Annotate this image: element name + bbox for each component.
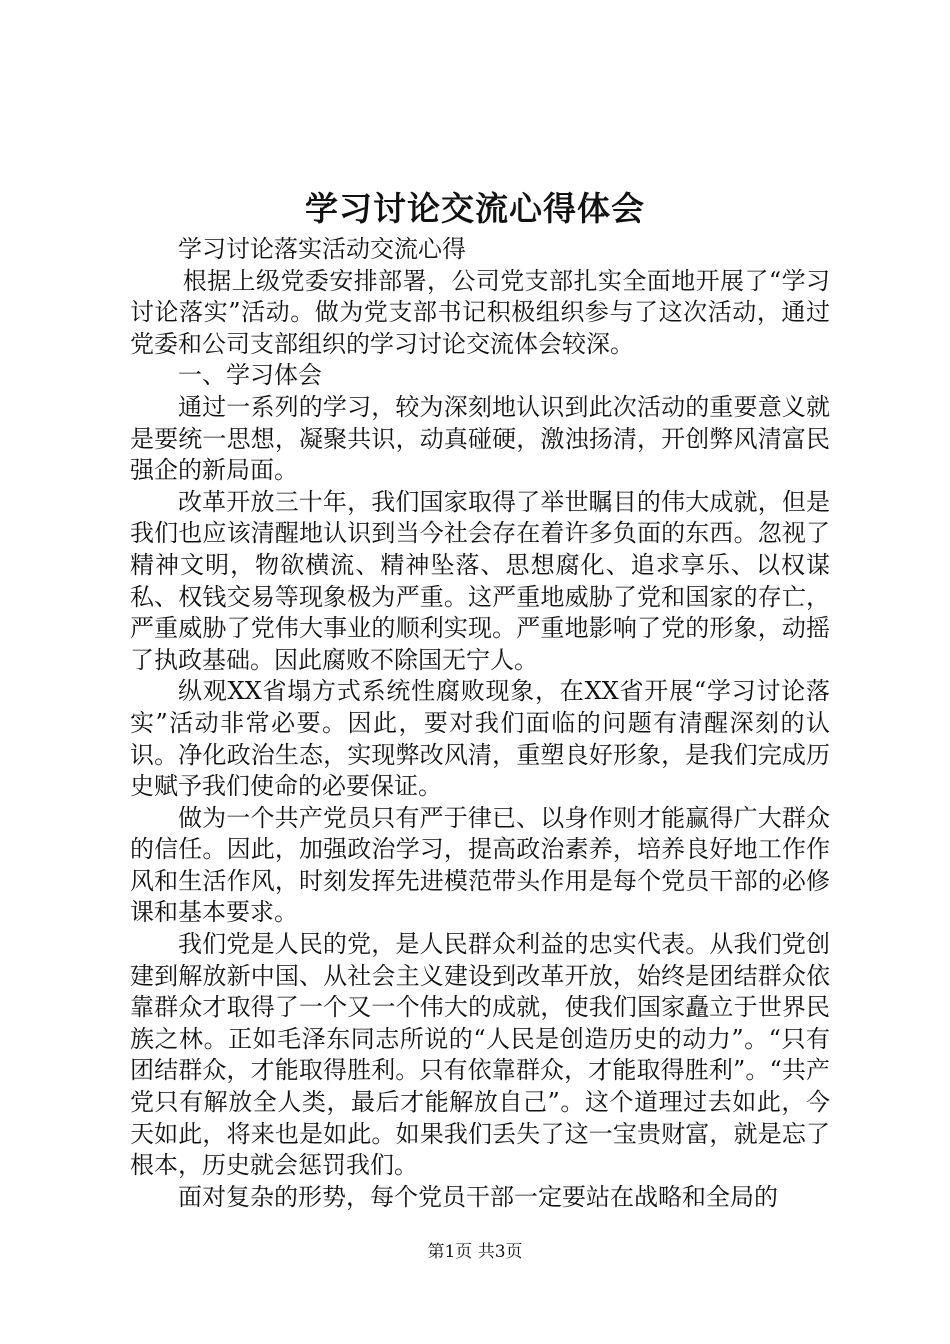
intro-paragraph: 根据上级党委安排部署，公司党支部扎实全面地开展了“学习讨论落实”活动。做为党支部书记积极组织参与了这次活动，通过党委和公司支部组织的学习讨论交流体会较深。 — [130, 266, 830, 358]
body-paragraph: 纵观XX省塌方式系统性腐败现象，在XX省开展“学习讨论落实”活动非常必要。因此，要对我们面临的问题有清醒深刻的认识。净化政治生态，实现弊改风清，重塑良好形象，是我们完成历史赋予我们使命的必要保证。 — [130, 677, 830, 801]
body-paragraph: 我们党是人民的党，是人民群众利益的忠实代表。从我们党创建到解放新中国、从社会主义建设到改革开放，始终是团结群众依靠群众才取得了一个又一个伟大的成就，使我们国家矗立于世界民族之林。正如毛泽东同志所说的“人民是创造历史的动力”。“只有团结群众，才能取得胜利。只有依靠群众，才能取得胜利”。“共产党只有解放全人类，最后才能解放自己”。这个道理过去如此，今天如此，将来也是如此。如果我们丢失了这一宝贵财富，就是忘了根本，历史就会惩罚我们。 — [130, 930, 830, 1180]
body-paragraph: 通过一系列的学习，较为深刻地认识到此次活动的重要意义就是要统一思想，凝聚共识，动真碰硬，激浊扬清，开创弊风清富民强企的新局面。 — [130, 392, 830, 485]
body-paragraph: 做为一个共产党员只有严于律已、以身作则才能赢得广大群众的信任。因此，加强政治学习，提高政治素养，培养良好地工作作风和生活作风，时刻发挥先进模范带头作用是每个党员干部的必修课和基本要求。 — [130, 803, 830, 927]
document-title: 学习讨论交流心得体会 — [305, 189, 645, 228]
body-paragraph: 改革开放三十年，我们国家取得了举世瞩目的伟大成就，但是我们也应该清醒地认识到当今社会存在着许多负面的东西。忽视了精神文明，物欲横流、精神坠落、思想腐化、追求享乐、以权谋私、权钱交易等现象极为严重。这严重地威胁了党和国家的存亡，严重威胁了党伟大事业的顺利实现。严重地影响了党的形象，动摇了执政基础。因此腐败不除国无宁人。 — [130, 487, 830, 674]
body-paragraph: 面对复杂的形势，每个党员干部一定要站在战略和全局的 — [178, 1182, 778, 1211]
document-body — [130, 234, 830, 1213]
page-footer: 第1页 共3页 — [427, 1242, 523, 1262]
section-heading: 一、学习体会 — [178, 361, 322, 390]
subtitle-paragraph: 学习讨论落实活动交流心得 — [178, 235, 466, 263]
